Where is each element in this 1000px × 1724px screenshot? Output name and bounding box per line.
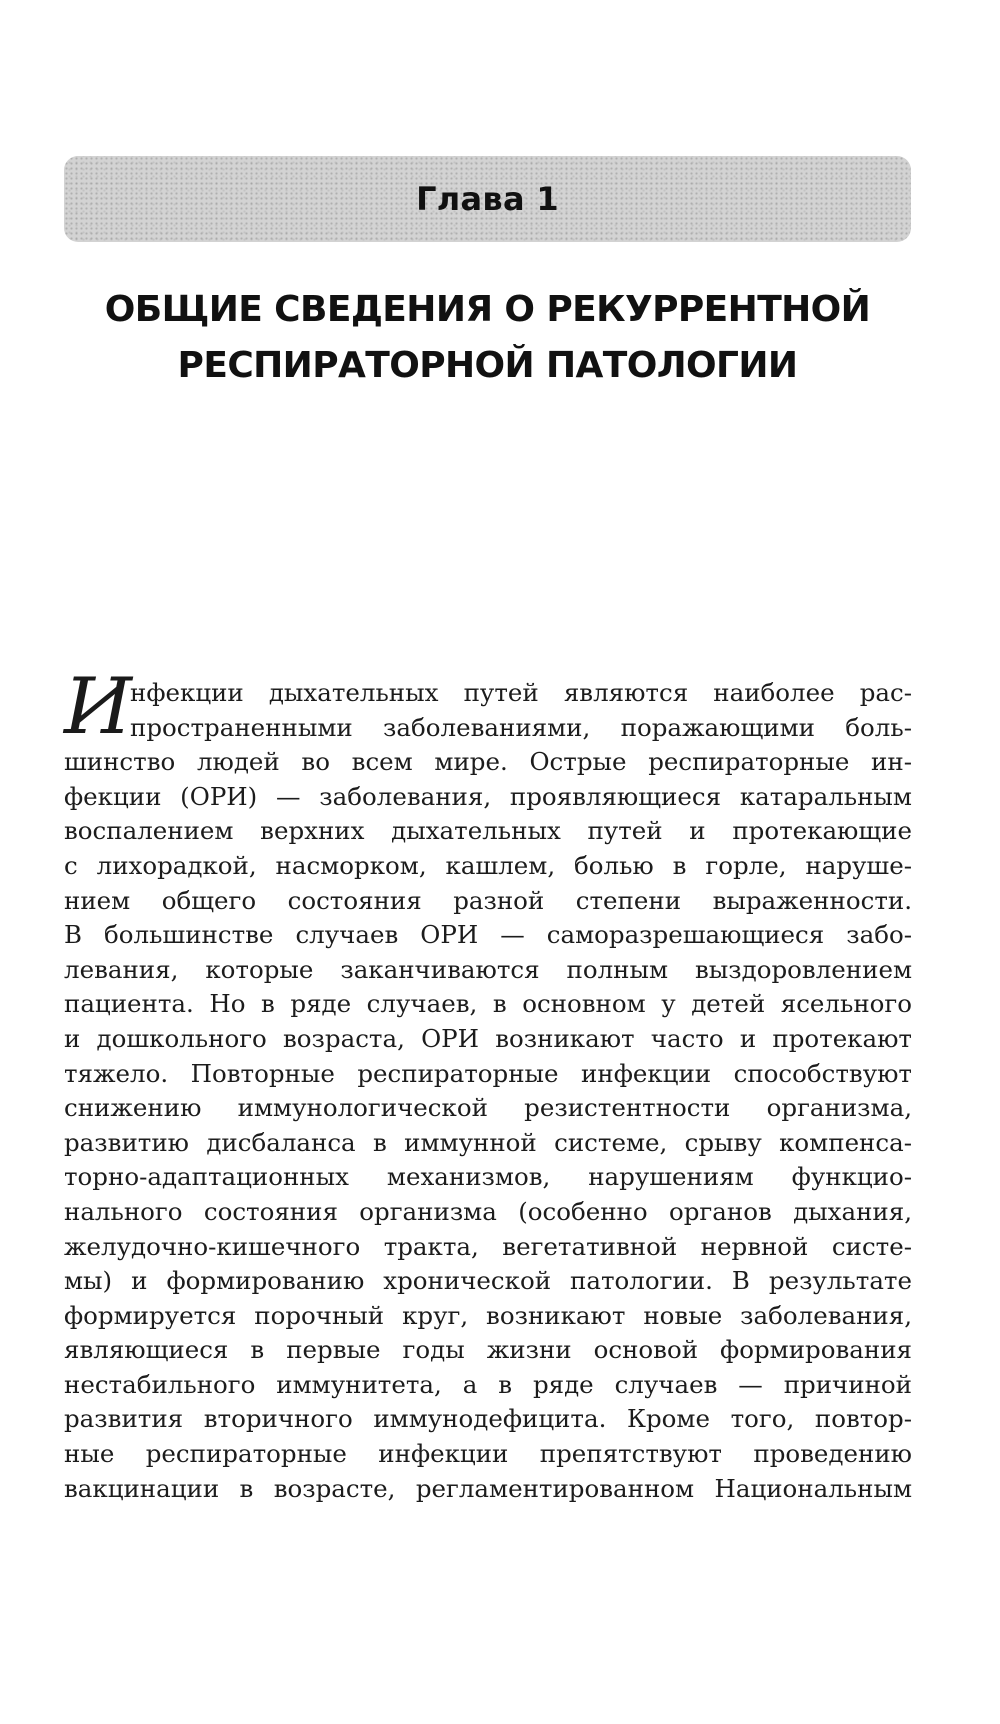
paragraph-line: мы) и формированию хронической патологии. В результате	[64, 1266, 912, 1296]
chapter-title-line-2: РЕСПИРАТОРНОЙ ПАТОЛОГИИ	[177, 345, 798, 386]
paragraph-line: развития вторичного иммунодефицита. Кроме того, повтор-	[64, 1404, 912, 1434]
paragraph-line: являющиеся в первые годы жизни основой формирования	[64, 1335, 912, 1365]
paragraph-line: нием общего состояния разной степени выраженности.	[64, 885, 912, 915]
paragraph-line: В большинстве случаев ОРИ — саморазрешающиеся забо-	[64, 920, 912, 950]
chapter-title-line-1: ОБЩИЕ СВЕДЕНИЯ О РЕКУРРЕНТНОЙ	[104, 289, 871, 330]
paragraph-line: нфекции дыхательных путей являются наиболее рас-	[130, 678, 912, 707]
paragraph-line: воспалением верхних дыхательных путей и протекающие	[64, 816, 912, 846]
paragraph-line: тяжело. Повторные респираторные инфекции способствуют	[64, 1058, 912, 1088]
paragraph-line: вакцинации в возрасте, регламентированном Национальным	[64, 1473, 912, 1503]
paragraph-line: торно-адаптационных механизмов, нарушениям функцио-	[64, 1162, 912, 1192]
paragraph-line: шинство людей во всем мире. Острые респираторные ин-	[64, 747, 912, 777]
paragraph-line: формируется порочный круг, возникают новые заболевания,	[64, 1300, 912, 1330]
paragraph-line: снижению иммунологической резистентности организма,	[64, 1093, 912, 1123]
paragraph-line: пространенными заболеваниями, поражающими боль-	[130, 712, 912, 742]
paragraph-line: нального состояния организма (особенно органов дыхания,	[64, 1196, 912, 1226]
paragraph-line: развитию дисбаланса в иммунной системе, срыву компенса-	[64, 1127, 912, 1157]
body-paragraph	[64, 676, 912, 1506]
paragraph-line: нестабильного иммунитета, а в ряде случаев — причиной	[64, 1369, 912, 1399]
paragraph-line: ные респираторные инфекции препятствуют проведению	[64, 1439, 912, 1469]
paragraph-line: фекции (ОРИ) — заболевания, проявляющиеся катаральным	[64, 781, 912, 811]
paragraph-line: левания, которые заканчиваются полным выздоровлением	[64, 954, 912, 984]
paragraph-line: желудочно-кишечного тракта, вегетативной нервной систе-	[64, 1231, 912, 1261]
chapter-header-band	[64, 156, 911, 242]
chapter-title	[64, 282, 911, 394]
paragraph-line: пациента. Но в ряде случаев, в основном у детей ясельного	[64, 989, 912, 1019]
chapter-label: Глава 1	[416, 180, 559, 218]
paragraph-line: с лихорадкой, насморком, кашлем, болью в горле, наруше-	[64, 850, 912, 880]
paragraph-line: и дошкольного возраста, ОРИ возникают часто и протекают	[64, 1023, 912, 1053]
drop-cap-letter: И	[64, 662, 133, 752]
